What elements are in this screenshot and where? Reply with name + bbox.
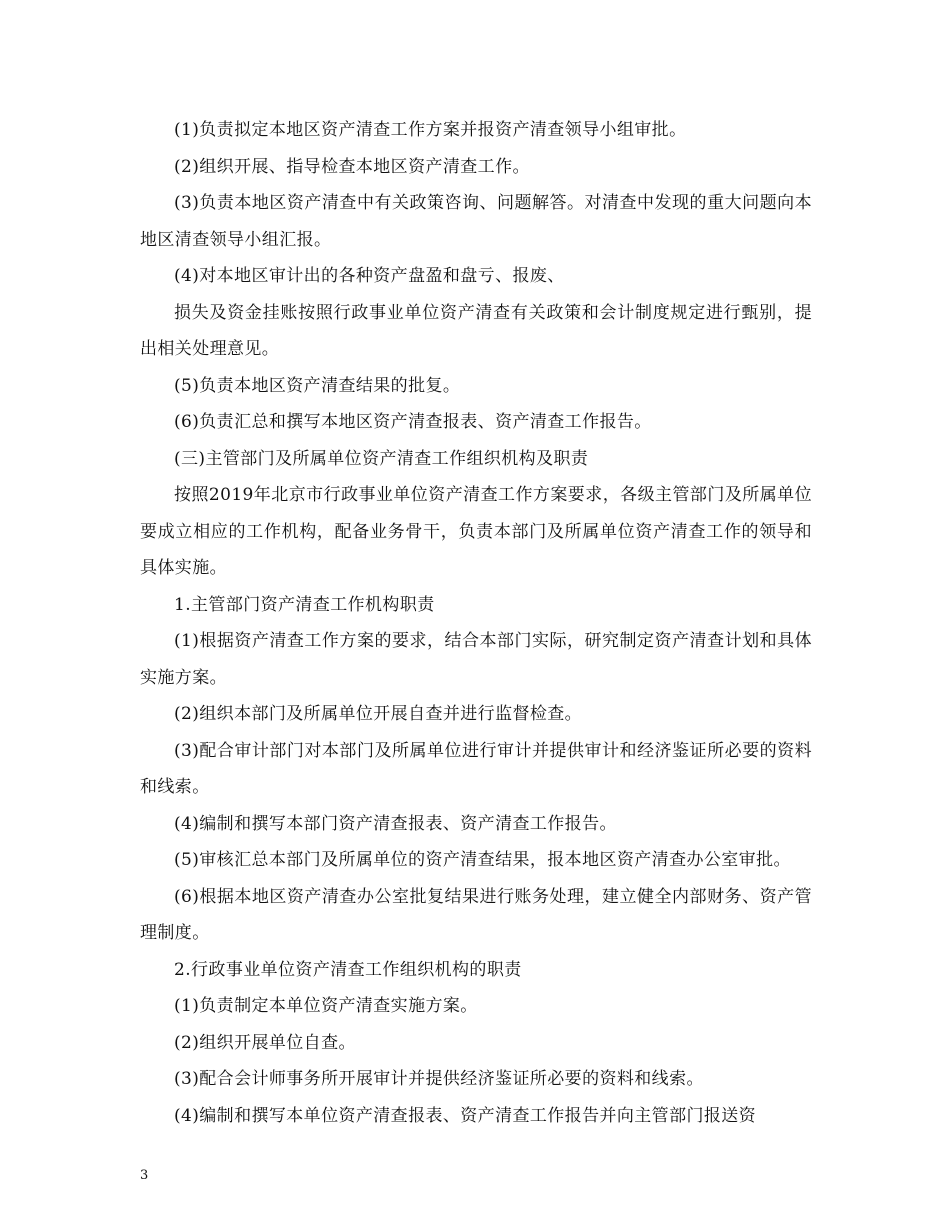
paragraph: (4)对本地区审计出的各种资产盘盈和盘亏、报废、 (174, 266, 565, 286)
paragraph: (4)编制和撰写本单位资产清查报表、资产清查工作报告并向主管部门报送资 (174, 1105, 757, 1126)
paragraph: (1)负责拟定本地区资产清查工作方案并报资产清查领导小组审批。 (174, 120, 687, 140)
paragraph: (2)组织开展、指导检查本地区资产清查工作。 (174, 156, 530, 177)
paragraph: 损失及资金挂账按照行政事业单位资产清查有关政策和会计制度规定进行甄别，提出相关处理意见。 (140, 302, 812, 359)
paragraph: (1)负责制定本单位资产清查实施方案。 (174, 996, 478, 1016)
paragraph: (5)审核汇总本部门及所属单位的资产清查结果，报本地区资产清查办公室审批。 (174, 850, 791, 870)
subsection-heading: 2.行政事业单位资产清查工作组织机构的职责 (174, 959, 522, 980)
paragraph: (3)负责本地区资产清查中有关政策咨询、问题解答。对清查中发现的重大问题向本地区清查领导小组汇报。 (140, 193, 812, 250)
subsection-heading: 1.主管部门资产清查工作机构职责 (174, 594, 435, 615)
paragraph: (3)配合会计师事务所开展审计并提供经济鉴证所必要的资料和线索。 (174, 1069, 704, 1089)
paragraph: (6)根据本地区资产清查办公室批复结果进行账务处理，建立健全内部财务、资产管理制度。 (140, 886, 812, 943)
paragraph: (3)配合审计部门对本部门及所属单位进行审计并提供审计和经济鉴证所必要的资料和线索。 (140, 740, 812, 797)
section-heading: (三)主管部门及所属单位资产清查工作组织机构及职责 (174, 448, 589, 469)
document-body (140, 112, 812, 1134)
paragraph: (4)编制和撰写本部门资产清查报表、资产清查工作报告。 (174, 813, 617, 834)
page-number: 3 (140, 1168, 149, 1183)
paragraph: (1)根据资产清查工作方案的要求，结合本部门实际，研究制定资产清查计划和具体实施方案。 (140, 631, 812, 688)
paragraph: (5)负责本地区资产清查结果的批复。 (174, 375, 461, 396)
paragraph: (6)负责汇总和撰写本地区资产清查报表、资产清查工作报告。 (174, 412, 652, 432)
paragraph: (2)组织本部门及所属单位开展自查并进行监督检查。 (174, 704, 583, 724)
paragraph: (2)组织开展单位自查。 (174, 1032, 356, 1053)
paragraph: 按照2019年北京市行政事业单位资产清查工作方案要求，各级主管部门及所属单位要成立相应的工作机构，配备业务骨干，负责本部门及所属单位资产清查工作的领导和具体实施。 (140, 485, 812, 578)
